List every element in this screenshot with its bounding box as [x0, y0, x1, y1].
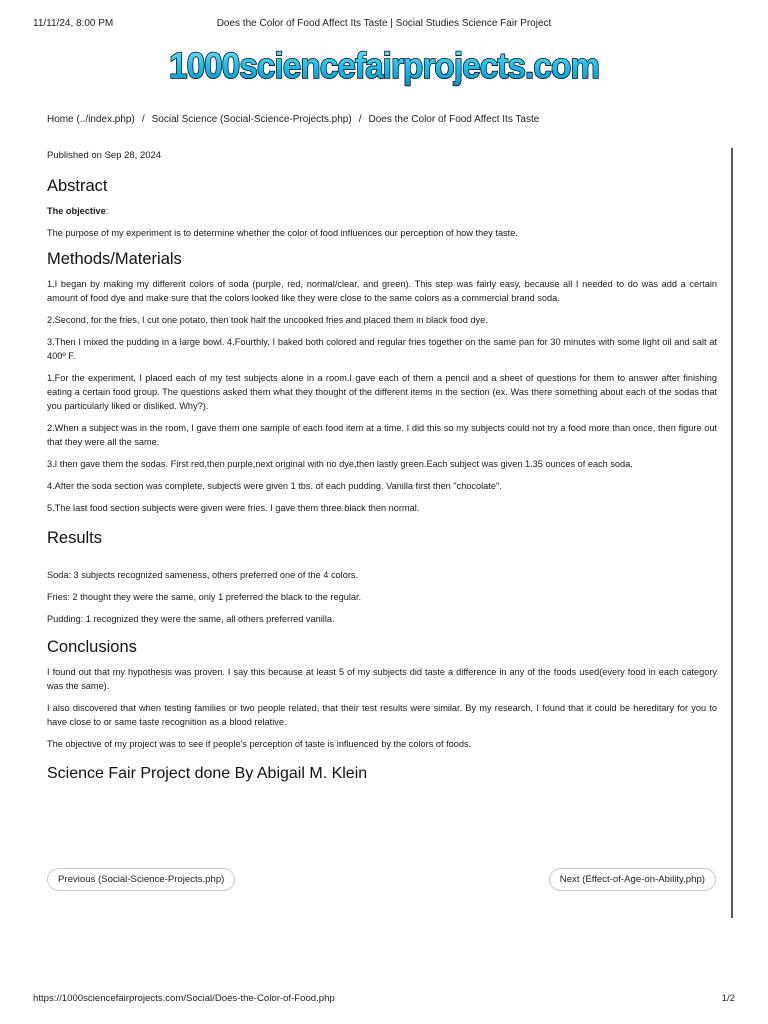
next-button[interactable]: Next (Effect-of-Age-on-Ability.php) — [549, 868, 716, 891]
breadcrumb-current: Does the Color of Food Affect Its Taste — [368, 114, 540, 125]
objective-label: The objective — [47, 205, 106, 216]
objective-text: The purpose of my experiment is to determine whether the color of food influences our perception of how they taste. — [47, 227, 518, 238]
breadcrumb-home[interactable]: Home (../index.php) — [47, 114, 135, 125]
methods-section — [47, 250, 717, 515]
page-number: 1/2 — [721, 993, 735, 1004]
methods-paragraph: 3.I then gave them the sodas. First red,then purple,next original with no dye,then lastly green.Each subject was given 1.35 ounces of each soda. — [47, 458, 633, 469]
print-datetime: 11/11/24, 8:00 PM — [33, 18, 114, 29]
results-paragraph: Fries: 2 thought they were the same, only 1 preferred the black to the regular. — [47, 591, 362, 602]
methods-paragraph: 3.Then I mixed the pudding in a large bowl. 4.Fourthly, I baked both colored and regular fries together on the same pan for 30 minutes with some light oil and salt at 400º F. — [47, 336, 717, 361]
abstract-section — [47, 177, 717, 240]
methods-paragraph: 1.I began by making my different colors of soda (purple, red, normal/clear, and green). This step was fairly easy, because all I needed to do was add a certain amount of food dye and make sure that the colors looked like they were close to the same colors as a commercial brand soda. — [47, 278, 717, 303]
conclusions-heading: Conclusions — [47, 637, 137, 656]
results-paragraph: Pudding: 1 recognized they were the same, all others preferred vanilla. — [47, 613, 335, 624]
conclusions-section — [47, 638, 717, 751]
methods-heading: Methods/Materials — [47, 249, 182, 268]
results-paragraph: Soda: 3 subjects recognized sameness, others preferred one of the 4 colors. — [47, 569, 359, 580]
breadcrumb-separator: / — [141, 114, 145, 125]
abstract-heading: Abstract — [47, 177, 108, 195]
results-heading: Results — [47, 528, 103, 547]
site-logo[interactable] — [0, 40, 768, 100]
results-spacer — [47, 556, 717, 568]
breadcrumb — [47, 114, 539, 125]
conclusions-paragraph: I also discovered that when testing families or two people related, that their test results were similar. By my research, I found that it could be hereditary for you to have close to or same taste recognition as a blood relative. — [47, 702, 717, 727]
objective-label-line — [47, 204, 717, 218]
methods-paragraph: 2.When a subject was in the room, I gave them one sample of each food item at a time. I did this so my subjects could not try a food more than once, then figure out that they were all the same. — [47, 422, 717, 447]
methods-paragraph: 4.After the soda section was complete, subjects were given 1 tbs. of each pudding. Vanilla first then "chocolate". — [47, 480, 502, 491]
page-url: https://1000sciencefairprojects.com/Social/Does-the-Color-of-Food.php — [33, 993, 335, 1004]
conclusions-paragraph: I found out that my hypothesis was proven. I say this because at least 5 of my subjects did taste a difference in any of the foods used(every food in each category was the same). — [47, 666, 717, 691]
breadcrumb-social-science[interactable]: Social Science (Social-Science-Projects.php) — [151, 114, 352, 125]
logo-text: 1000sciencefairprojects.com — [169, 45, 599, 86]
logo-wordmark — [164, 40, 604, 100]
print-header — [0, 18, 768, 32]
project-credit: Science Fair Project done By Abigail M. Klein — [47, 764, 368, 782]
published-date: Published on Sep 28, 2024 — [47, 150, 162, 161]
methods-paragraph: 1.For the experiment, I placed each of my test subjects alone in a room.I gave each of them a pencil and a sheet of questions for them to answer after finishing eating a certain food group. The questions asked them what they thought of the different items in the section (ex. Was there something about each of the sodas that you particularly liked or disliked. Why?). — [47, 372, 717, 411]
previous-button[interactable]: Previous (Social-Science-Projects.php) — [47, 868, 235, 891]
methods-paragraph: 5.The last food section subjects were given were fries. I gave them three black then normal. — [47, 502, 420, 513]
breadcrumb-separator: / — [358, 114, 362, 125]
objective-colon: : — [105, 205, 109, 216]
content-border — [731, 148, 733, 918]
methods-paragraph: 2.Second, for the fries, I cut one potato, then took half the uncooked fries and placed them in black food dye. — [47, 314, 488, 325]
conclusions-paragraph: The objective of my project was to see if people's perception of taste is influenced by the colors of foods. — [47, 738, 472, 749]
results-section — [47, 529, 717, 626]
print-page-title: Does the Color of Food Affect Its Taste | Social Studies Science Fair Project — [216, 18, 552, 29]
article — [47, 150, 717, 791]
